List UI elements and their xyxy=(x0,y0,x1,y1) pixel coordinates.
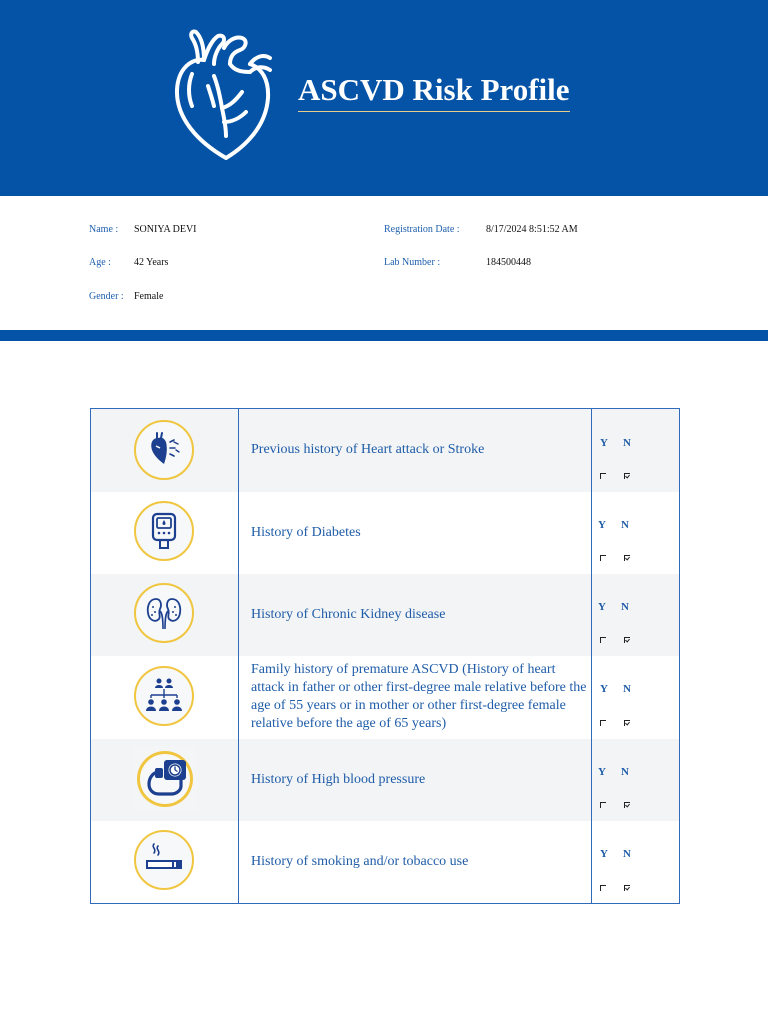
anatomical-heart-icon xyxy=(168,26,276,166)
lab-number: 184500448 xyxy=(486,257,531,268)
patient-gender: Female xyxy=(134,291,164,302)
yes-checkbox[interactable] xyxy=(600,473,606,479)
patient-name-field xyxy=(89,224,289,236)
risk-question: History of Chronic Kidney disease xyxy=(251,607,446,622)
risk-question: Previous history of Heart attack or Stroke xyxy=(251,442,485,457)
no-label: N xyxy=(623,437,631,449)
risk-factor-table xyxy=(90,408,680,904)
kidneys-icon xyxy=(134,583,194,643)
risk-question: History of smoking and/or tobacco use xyxy=(251,854,469,869)
no-label: N xyxy=(621,519,629,531)
family-tree-icon xyxy=(134,666,194,726)
risk-question: History of High blood pressure xyxy=(251,772,426,787)
patient-gender-field xyxy=(89,291,289,303)
no-label: N xyxy=(623,683,631,695)
no-label: N xyxy=(623,848,631,860)
yes-checkbox[interactable] xyxy=(600,720,606,726)
age-label: Age : xyxy=(89,257,111,268)
gender-label: Gender : xyxy=(89,291,124,302)
yes-checkbox[interactable] xyxy=(600,637,606,643)
registration-date: 8/17/2024 8:51:52 AM xyxy=(486,224,578,235)
risk-question: History of Diabetes xyxy=(251,525,361,540)
risk-question: Family history of premature ASCVD (History of heart attack in father or other first-degree male relative before the age of 55 years or in mother or other first-degree female relative before the age of 65 years) xyxy=(251,662,587,731)
no-checkbox[interactable] xyxy=(624,885,630,891)
yes-label: Y xyxy=(598,766,606,778)
report-title: ASCVD Risk Profile xyxy=(298,72,570,112)
patient-age-field xyxy=(89,257,289,269)
table-column-divider xyxy=(238,409,239,903)
patient-age: 42 Years xyxy=(134,257,169,268)
glucometer-icon xyxy=(134,501,194,561)
section-divider xyxy=(0,330,768,341)
no-checkbox[interactable] xyxy=(624,720,630,726)
yes-checkbox[interactable] xyxy=(600,885,606,891)
registration-date-field xyxy=(384,224,644,236)
lab-number-label: Lab Number : xyxy=(384,257,441,268)
table-column-divider xyxy=(591,409,592,903)
yes-label: Y xyxy=(600,683,608,695)
yes-label: Y xyxy=(598,519,606,531)
lab-number-field xyxy=(384,257,644,269)
report-header xyxy=(0,0,768,196)
yes-checkbox[interactable] xyxy=(600,802,606,808)
yes-label: Y xyxy=(598,601,606,613)
yes-label: Y xyxy=(600,437,608,449)
no-checkbox[interactable] xyxy=(624,802,630,808)
no-checkbox[interactable] xyxy=(624,473,630,479)
heart-attack-icon xyxy=(134,420,194,480)
yes-label: Y xyxy=(600,848,608,860)
blood-pressure-monitor-icon xyxy=(133,746,197,812)
patient-name: SONIYA DEVI xyxy=(134,224,197,235)
no-checkbox[interactable] xyxy=(624,555,630,561)
registration-date-label: Registration Date : xyxy=(384,224,460,235)
name-label: Name : xyxy=(89,224,119,235)
no-checkbox[interactable] xyxy=(624,637,630,643)
cigarette-icon xyxy=(134,830,194,890)
no-label: N xyxy=(621,766,629,778)
no-label: N xyxy=(621,601,629,613)
yes-checkbox[interactable] xyxy=(600,555,606,561)
